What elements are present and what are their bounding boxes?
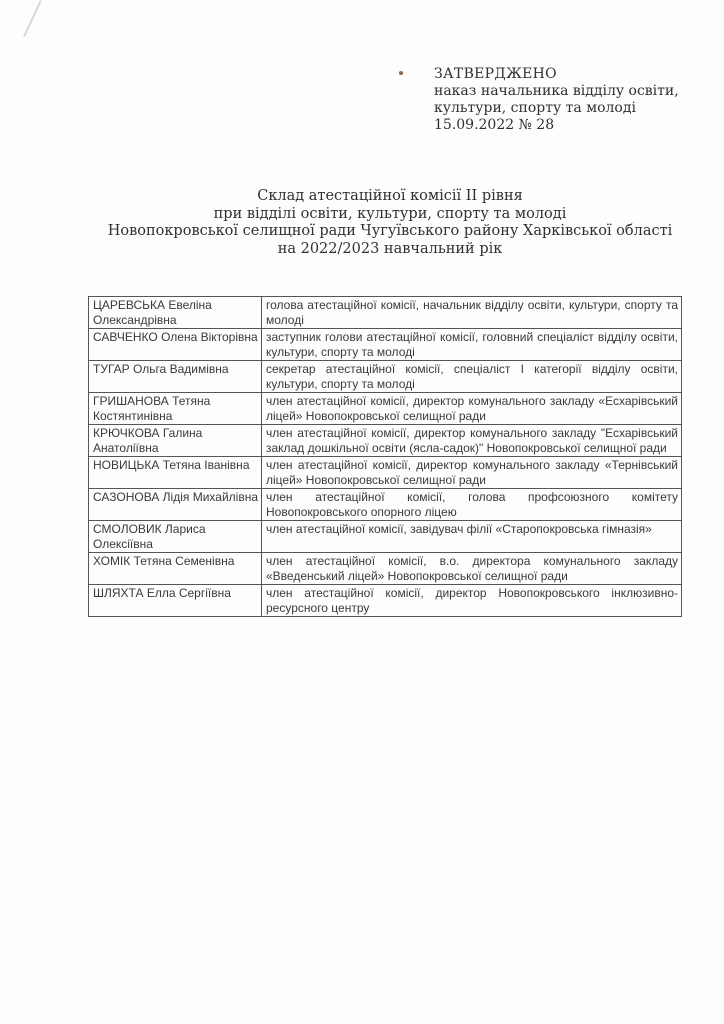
member-role: заступник голови атестаційної комісії, головний спеціаліст відділу освіти, культури, спорту та молоді <box>262 329 682 361</box>
member-role: член атестаційної комісії, директор Новопокровського інклюзивно-ресурсного центру <box>262 585 682 617</box>
member-role: член атестаційної комісії, в.о. директора комунального закладу «Введенський ліцей» Новопокровської селищної ради <box>262 553 682 585</box>
title-line-1: Склад атестаційної комісії ІІ рівня <box>257 188 523 204</box>
member-name: СМОЛОВИК Лариса Олексіївна <box>89 521 262 553</box>
member-role: член атестаційної комісії, директор комунального закладу «Тернівський ліцей» Новопокровської селищної ради <box>262 457 682 489</box>
approval-line-2: культури, спорту та молоді <box>434 100 636 116</box>
member-role: секретар атестаційної комісії, спеціаліст І категорії відділу освіти, культури, спорту та молоді <box>262 361 682 393</box>
table-row <box>89 393 682 425</box>
table-row <box>89 553 682 585</box>
table-row <box>89 585 682 617</box>
approval-block <box>434 66 714 134</box>
member-name: КРЮЧКОВА Галина Анатоліївна <box>89 425 262 457</box>
member-role: член атестаційної комісії, директор комунального закладу "Есхарівський заклад дошкільної освіти (ясла-садок)" Новопокровської селищної ради <box>262 425 682 457</box>
member-role: член атестаційної комісії, голова профсоюзного комітету Новопокровського опорного ліцею <box>262 489 682 521</box>
table-row <box>89 425 682 457</box>
ink-mark <box>399 71 403 75</box>
member-role: член атестаційної комісії, директор комунального закладу «Есхарівський ліцей» Новопокровської селищної ради <box>262 393 682 425</box>
member-name: САЗОНОВА Лідія Михайлівна <box>89 489 262 521</box>
member-role: голова атестаційної комісії, начальник відділу освіти, культури, спорту та молоді <box>262 297 682 329</box>
member-name: ЦАРЕВСЬКА Евеліна Олександрівна <box>89 297 262 329</box>
table-row <box>89 297 682 329</box>
member-role: член атестаційної комісії, завідувач філії «Старопокровська гімназія» <box>262 521 682 553</box>
title-line-2: при відділі освіти, культури, спорту та молоді <box>213 205 567 222</box>
members-table <box>88 296 682 617</box>
member-name: НОВИЦЬКА Тетяна Іванівна <box>89 457 262 489</box>
approval-line-1: наказ начальника відділу освіти, <box>434 83 679 99</box>
scan-artifact-line <box>23 0 42 37</box>
member-name: САВЧЕНКО Олена Вікторівна <box>89 329 262 361</box>
document-title <box>90 188 690 258</box>
table-row <box>89 489 682 521</box>
title-line-3: Новопокровської селищної ради Чугуївського району Харківської області <box>107 223 673 239</box>
approval-heading: ЗАТВЕРДЖЕНО <box>434 66 557 82</box>
title-line-4: на 2022/2023 навчальний рік <box>277 240 503 257</box>
member-name: ТУГАР Ольга Вадимівна <box>89 361 262 393</box>
member-name: ГРИШАНОВА Тетяна Костянтинівна <box>89 393 262 425</box>
member-name: ШЛЯХТА Елла Сергіївна <box>89 585 262 617</box>
table-row <box>89 329 682 361</box>
member-name: ХОМІК Тетяна Семенівна <box>89 553 262 585</box>
table-row <box>89 521 682 553</box>
table-row <box>89 361 682 393</box>
table-row <box>89 457 682 489</box>
approval-line-3: 15.09.2022 № 28 <box>434 117 555 133</box>
